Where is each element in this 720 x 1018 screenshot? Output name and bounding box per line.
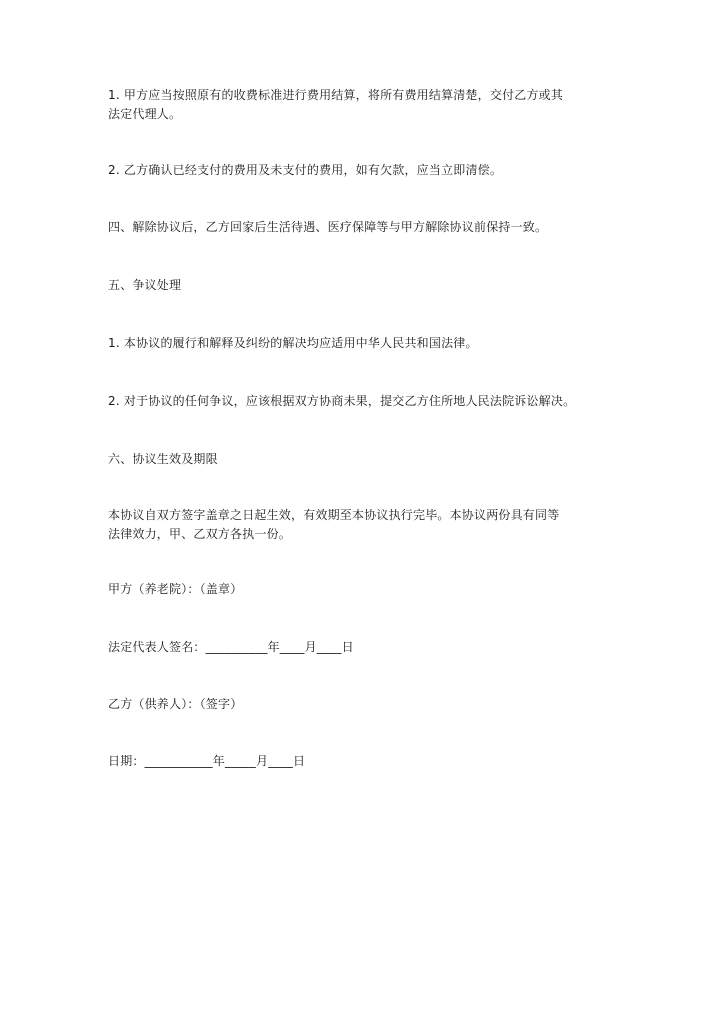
legal-representative-signature: 法定代表人签名：__________年____月____日	[108, 640, 354, 654]
section-six-body	[108, 506, 628, 544]
dispute-clause-2: 2. 对于协议的任何争议，应该根据双方协商未果，提交乙方住所地人民法院诉讼解决。	[108, 394, 576, 408]
section-six-body-line-2: 法律效力，甲、乙双方各执一份。	[108, 527, 292, 541]
settlement-clause-1-line-1: 1. 甲方应当按照原有的收费标准进行费用结算，将所有费用结算清楚，交付乙方或其	[108, 88, 564, 102]
settlement-clause-1-line-2: 法定代理人。	[108, 107, 182, 121]
section-five-heading: 五、争议处理	[108, 278, 182, 292]
settlement-clause-2	[108, 161, 628, 180]
date-line: 日期：___________年_____月____日	[108, 754, 306, 768]
settlement-clause-2-line-1: 2. 乙方确认已经支付的费用及未支付的费用，如有欠款，应当立即清偿。	[108, 163, 503, 177]
party-b-signature: 乙方（供养人）：（签字）	[108, 697, 243, 711]
settlement-clause-1	[108, 86, 628, 124]
section-six-heading: 六、协议生效及期限	[108, 452, 218, 466]
clause-four: 四、解除协议后，乙方回家后生活待遇、医疗保障等与甲方解除协议前保持一致。	[108, 220, 548, 234]
section-six-body-line-1: 本协议自双方签字盖章之日起生效，有效期至本协议执行完毕。本协议两份具有同等	[108, 508, 560, 522]
dispute-clause-1: 1. 本协议的履行和解释及纠纷的解决均应适用中华人民共和国法律。	[108, 336, 478, 350]
party-a-seal: 甲方（养老院）：（盖章）	[108, 582, 243, 596]
